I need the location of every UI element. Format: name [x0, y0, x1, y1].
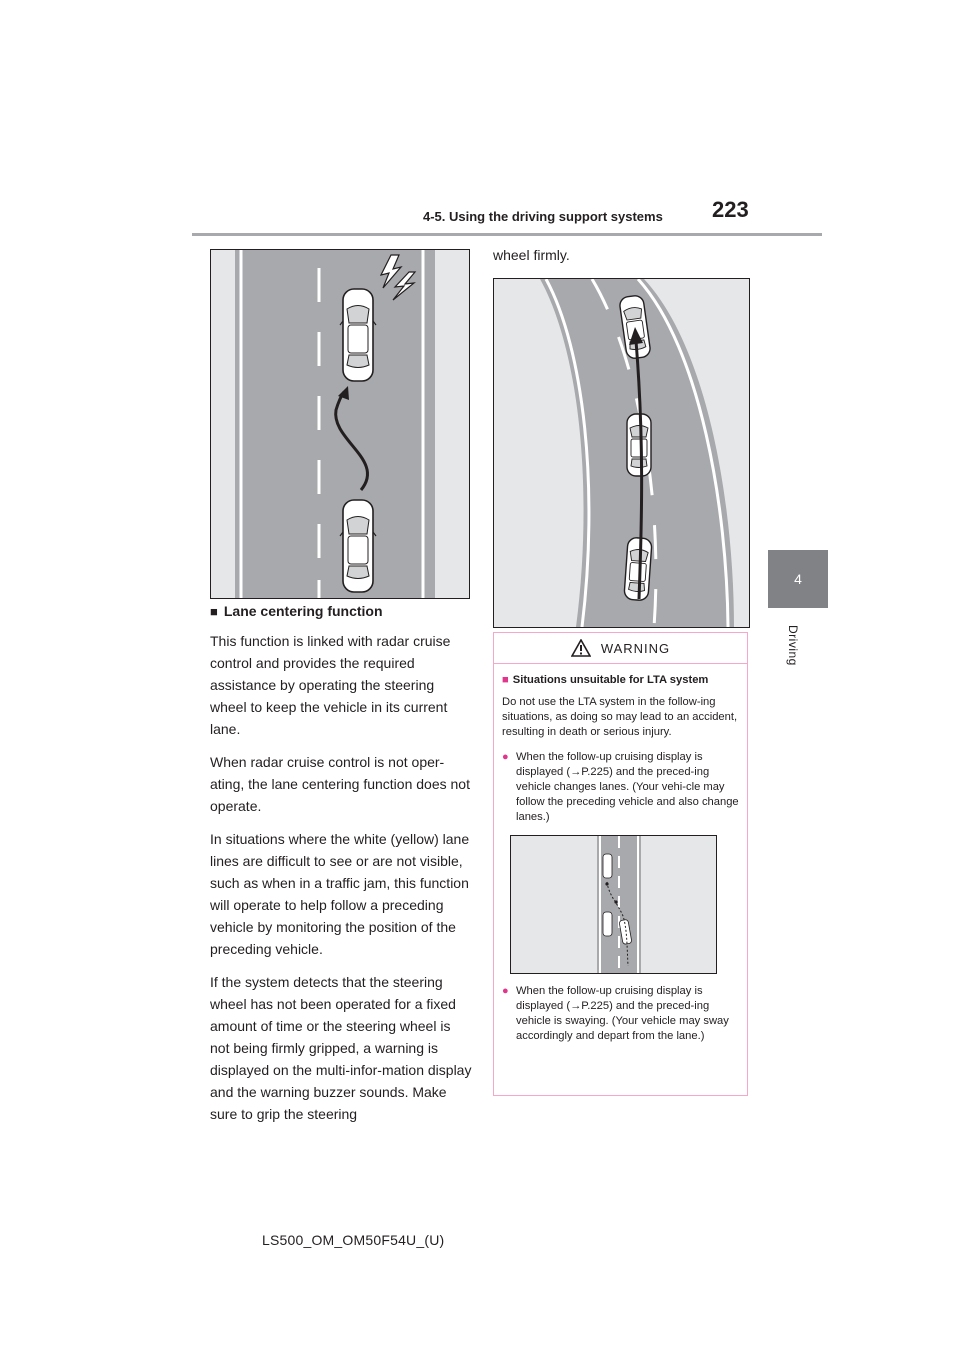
- square-bullet-icon: ■: [210, 604, 218, 619]
- lane-change-figure: [510, 835, 717, 974]
- warning-bullet: ● When the follow-up cruising display is displayed (→P.225) and the preced-ing vehicle changes lanes. (Your vehi-cle may follow the preceding vehicle and also change lanes.): [502, 751, 739, 823]
- car-icon: [603, 854, 612, 878]
- bullet-icon: ●: [502, 985, 509, 997]
- warning-triangle-icon: [571, 639, 591, 657]
- warning-subheading: ■ Situations unsuitable for LTA system: [502, 674, 709, 686]
- warning-header: [494, 633, 747, 664]
- section-heading: ■ Lane centering function: [210, 603, 383, 619]
- warning-intro: Do not use the LTA system in the follow-ing situations, as doing so may lead to an accident, resulting in death or serious injury.: [502, 696, 738, 738]
- paragraph: If the system detects that the steering wheel has not been operated for a fixed amount of time or the steering wheel is not being firmly gripped, a warning is displayed on the multi-infor-mation display and the warning buzzer sounds. Make sure to grip the steering: [210, 974, 472, 1122]
- lane-change-illustration: [511, 836, 716, 973]
- document-code: LS500_OM_OM50F54U_(U): [262, 1232, 445, 1248]
- header-rule: [192, 233, 822, 236]
- page-number: 223: [712, 197, 749, 222]
- chapter-title: Driving: [786, 625, 800, 666]
- paragraph: This function is linked with radar cruise control and provides the required assistance by operating the steering wheel to keep the vehicle in its current lane.: [210, 633, 451, 737]
- lane-departure-figure: [210, 249, 470, 599]
- lane-centering-figure: [493, 278, 750, 628]
- lane-departure-illustration: [211, 250, 469, 598]
- warning-bullet: ● When the follow-up cruising display is displayed (→P.225) and the preced-ing vehicle is swaying. (Your vehicle may sway accordingly and depart from the lane.): [502, 985, 729, 1042]
- car-icon: [627, 414, 651, 476]
- chapter-tab[interactable]: [768, 550, 828, 608]
- paragraph: In situations where the white (yellow) lane lines are difficult to see or are not visible, such as when in a traffic jam, this function will operate to help follow a preceding vehicle by monitoring the position of the preceding vehicle.: [210, 831, 470, 957]
- car-icon: [603, 912, 612, 936]
- car-icon: [340, 289, 376, 381]
- warning-box: [493, 632, 748, 1096]
- bullet-icon: ●: [502, 751, 509, 763]
- car-icon: [340, 500, 376, 592]
- chapter-number: 4: [794, 571, 802, 587]
- warning-title: WARNING: [600, 640, 671, 656]
- body-text: [210, 630, 472, 1136]
- section-title: 4-5. Using the driving support systems: [423, 209, 663, 224]
- continuation-text: wheel firmly.: [493, 247, 570, 263]
- square-bullet-icon: ■: [502, 674, 509, 686]
- lane-centering-illustration: [494, 279, 749, 627]
- paragraph: When radar cruise control is not oper-ating, the lane centering function does not operate.: [210, 754, 470, 814]
